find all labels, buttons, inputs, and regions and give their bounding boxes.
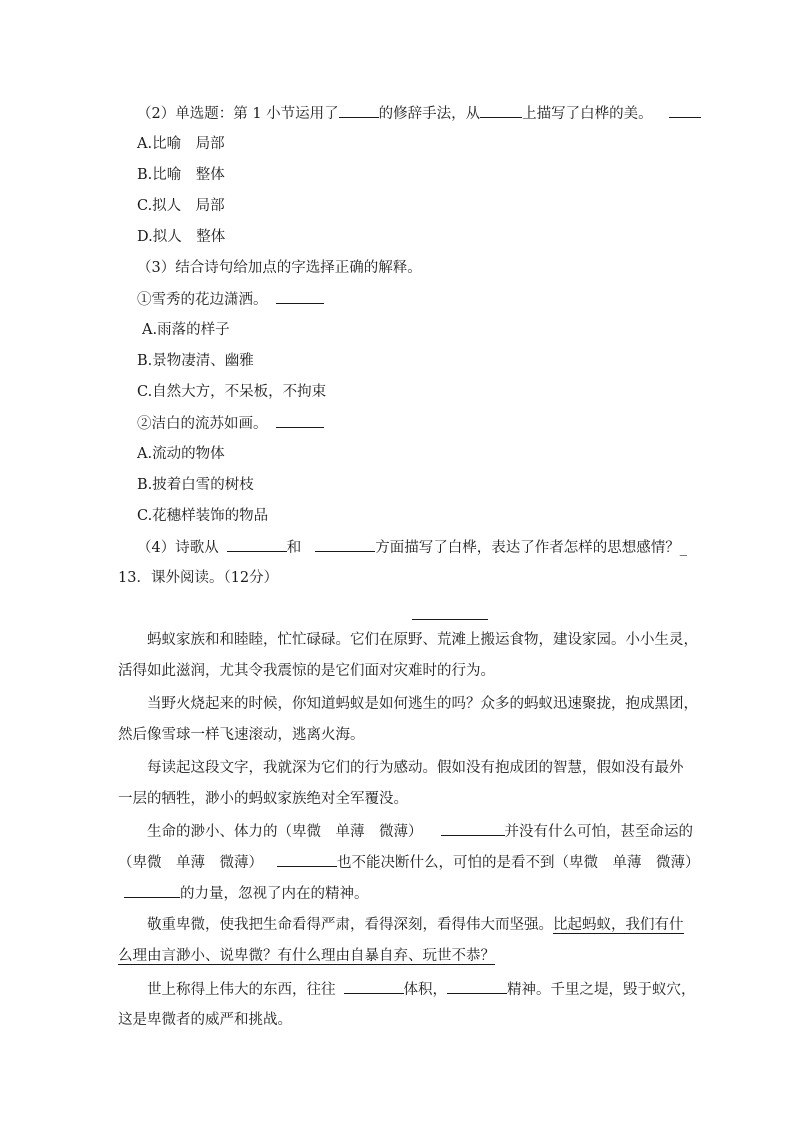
passage-p2-line1: 当野火烧起来的时候，你知道蚂蚁是如何逃生的吗？众多的蚂蚁迅速聚拢，抱成黑团， bbox=[147, 696, 698, 712]
q3-sub1-option-a: A.雨落的样子 bbox=[142, 322, 230, 338]
passage-p6-blank-1[interactable] bbox=[344, 979, 404, 994]
q2-option-d: D.拟人 整体 bbox=[137, 229, 226, 245]
passage-p5-line2 bbox=[118, 946, 495, 966]
q2-blank-1[interactable] bbox=[339, 103, 379, 118]
passage-p4-blank-3[interactable] bbox=[124, 883, 180, 898]
passage-p4-blank-1[interactable] bbox=[441, 821, 505, 836]
q3-sub2-option-a: A.流动的物体 bbox=[137, 446, 225, 462]
passage-p6-line1-a: 世上称得上伟大的东西，往往 bbox=[147, 982, 336, 998]
passage-p3-line1: 每读起这段文字，我就深为它们的行为感动。假如没有抱成团的智慧，假如没有最外 bbox=[147, 760, 684, 776]
passage-p4-line3-b: 的力量，忽视了内在的精神。 bbox=[180, 886, 369, 902]
q4-blank-2[interactable] bbox=[315, 537, 375, 552]
q3-sub1-option-b: B.景物凄清、幽雅 bbox=[137, 353, 254, 369]
passage-p4-line2-a: （卑微 单薄 微薄） bbox=[118, 855, 263, 871]
passage-p3-line2: 一层的牺牲，渺小的蚂蚁家族绝对全军覆没。 bbox=[118, 791, 408, 807]
q4-stem-part-a: （4）诗歌从 bbox=[137, 540, 219, 556]
q3-sub2-option-b: B.披着白雪的树枝 bbox=[137, 477, 254, 493]
q3-sub2 bbox=[137, 413, 324, 434]
q3-sub1 bbox=[137, 289, 324, 310]
passage-p4-line1-b: 并没有什么可怕，甚至命运的 bbox=[504, 824, 693, 840]
passage-p1-line2: 活得如此滋润，尤其令我震惊的是它们面对灾难时的行为。 bbox=[118, 663, 495, 679]
q3-sub1-text: ①雪秀的花边潇洒。 bbox=[137, 292, 268, 308]
q2-blank-2[interactable] bbox=[480, 103, 522, 118]
q2-option-c: C.拟人 局部 bbox=[137, 198, 225, 214]
q4-tail: _ bbox=[679, 540, 687, 556]
passage-p6-line2: 这是卑微者的威严和挑战。 bbox=[118, 1012, 292, 1028]
passage-p6-blank-2[interactable] bbox=[447, 979, 507, 994]
passage-p4-line1 bbox=[147, 821, 693, 842]
q3-sub1-blank[interactable] bbox=[276, 289, 324, 304]
passage-p5-line1-a: 敬重卑微，使我把生命看得严肃，看得深刻，看得伟大而坚强。 bbox=[147, 917, 553, 933]
q4-blank-1[interactable] bbox=[227, 537, 287, 552]
passage-p4-blank-2[interactable] bbox=[277, 852, 337, 867]
passage-p6-line1 bbox=[147, 979, 696, 1000]
passage-title-blank[interactable] bbox=[412, 619, 488, 620]
q3-sub2-text: ②洁白的流苏如画。 bbox=[137, 416, 268, 432]
q2-stem-part-b: 的修辞手法，从 bbox=[378, 106, 481, 122]
passage-p5-line1 bbox=[147, 915, 684, 935]
q3-sub1-option-c: C.自然大方，不呆板，不拘束 bbox=[137, 384, 327, 400]
passage-p4-line3 bbox=[118, 883, 369, 904]
q3-sub2-option-c: C.花穗样装饰的物品 bbox=[137, 508, 269, 524]
q2-stem bbox=[137, 103, 701, 124]
q2-option-b: B.比喻 整体 bbox=[137, 167, 225, 183]
passage-p2-line2: 然后像雪球一样飞速滚动，逃离火海。 bbox=[118, 727, 365, 743]
q4-stem bbox=[137, 537, 687, 558]
q2-stem-part-a: （2）单选题：第 1 小节运用了 bbox=[137, 106, 339, 122]
q4-stem-part-c: 方面描写了白桦，表达了作者怎样的思想感情？ bbox=[375, 540, 680, 556]
passage-p4-line2-b: 也不能决断什么，可怕的是看不到（卑微 单薄 微薄） bbox=[337, 855, 700, 871]
passage-p5-underlined-b: 么理由言渺小、说卑微？有什么理由自暴自弃、玩世不恭？ bbox=[118, 948, 495, 964]
q3-stem: （3）结合诗句给加点的字选择正确的解释。 bbox=[137, 260, 422, 276]
passage-p4-line2 bbox=[118, 852, 700, 873]
q2-answer-blank[interactable] bbox=[669, 103, 701, 118]
passage-p1-line1: 蚂蚁家族和和睦睦，忙忙碌碌。它们在原野、荒滩上搬运食物，建设家园。小小生灵， bbox=[147, 632, 698, 648]
q2-stem-part-c: 上描写了白桦的美。 bbox=[522, 106, 653, 122]
passage-p6-line1-c: 精神。千里之堤，毁于蚁穴， bbox=[507, 982, 696, 998]
q3-sub2-blank[interactable] bbox=[276, 413, 324, 428]
passage-p5-underlined-a: 比起蚂蚁，我们有什 bbox=[553, 917, 684, 933]
q13-heading: 13．课外阅读。（12分） bbox=[118, 570, 279, 586]
q4-stem-part-b: 和 bbox=[286, 540, 302, 556]
passage-p6-line1-b: 体积， bbox=[403, 982, 447, 998]
q2-option-a: A.比喻 局部 bbox=[137, 136, 225, 152]
passage-p4-line1-a: 生命的渺小、体力的（卑微 单薄 微薄） bbox=[147, 824, 423, 840]
